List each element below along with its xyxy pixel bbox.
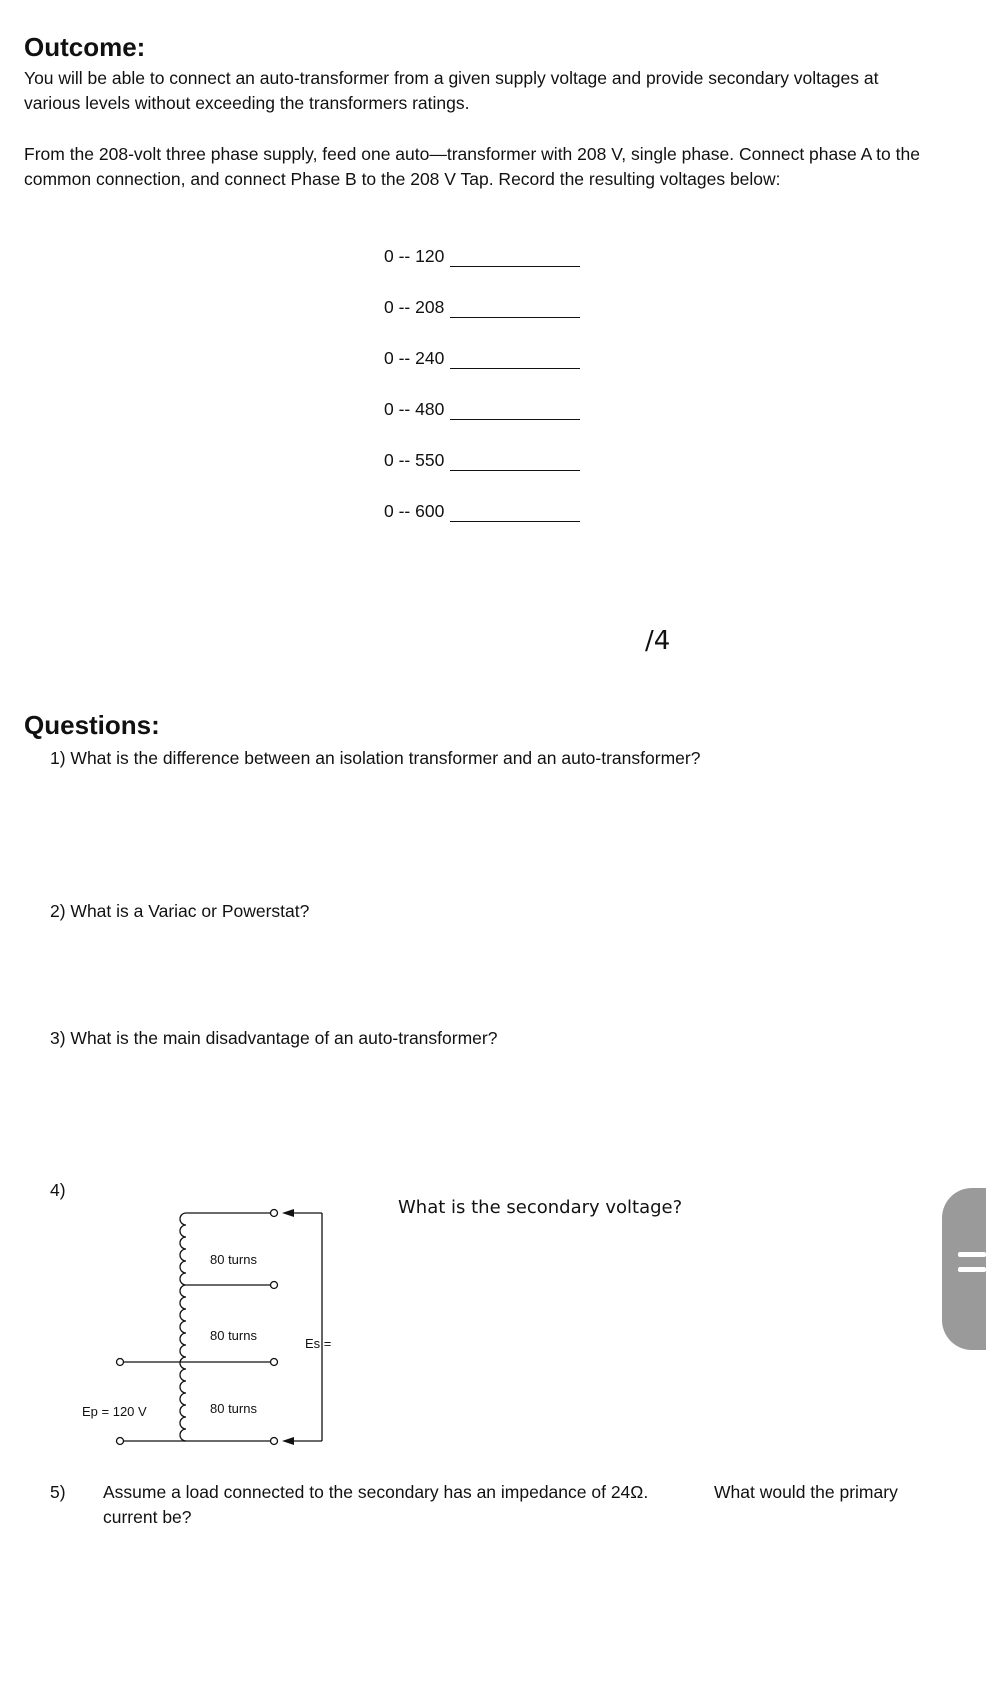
voltage-row [384, 348, 580, 369]
voltage-row [384, 501, 580, 522]
question-5-line-1: Assume a load connected to the secondary has an impedance of 24Ω. [103, 1482, 649, 1502]
voltage-row [384, 297, 580, 318]
voltage-row [384, 399, 580, 420]
outcome-heading: Outcome: [24, 32, 146, 62]
coil-label: 80 turns [210, 1328, 257, 1343]
instructions-line-1: From the 208-volt three phase supply, feed one auto—transformer with 208 V, single phase. Connect phase A to the [24, 144, 920, 164]
voltage-row [384, 246, 580, 267]
score-mark: /4 [645, 626, 671, 656]
instructions-line-2: common connection, and connect Phase B to the 208 V Tap. Record the resulting voltages below: [24, 169, 781, 189]
question-5-line-1b: What would the primary [714, 1482, 898, 1502]
es-label: Es = [305, 1336, 332, 1351]
voltage-row-label: 0 -- 120 [384, 246, 445, 266]
autotransformer-diagram [70, 1195, 370, 1455]
coil-label: 80 turns [210, 1252, 257, 1267]
coil-label: 80 turns [210, 1401, 257, 1416]
question-5-line-2: current be? [103, 1507, 192, 1527]
answer-blank[interactable] [450, 452, 580, 471]
voltage-row-label: 0 -- 480 [384, 399, 445, 419]
question-1: 1) What is the difference between an isolation transformer and an auto-transformer? [50, 748, 701, 768]
question-2: 2) What is a Variac or Powerstat? [50, 901, 310, 921]
answer-blank[interactable] [450, 299, 580, 318]
question-4-number: 4) [50, 1180, 66, 1200]
voltage-row [384, 450, 580, 471]
question-5-number: 5) [50, 1482, 66, 1502]
answer-blank[interactable] [450, 350, 580, 369]
voltage-row-label: 0 -- 240 [384, 348, 445, 368]
voltage-row-label: 0 -- 550 [384, 450, 445, 470]
voltage-row-label: 0 -- 208 [384, 297, 445, 317]
question-4-prompt: What is the secondary voltage? [398, 1197, 683, 1218]
question-3: 3) What is the main disadvantage of an auto-transformer? [50, 1028, 498, 1048]
coil-winding [180, 1213, 186, 1441]
side-panel-tab[interactable] [942, 1188, 986, 1350]
answer-blank[interactable] [450, 503, 580, 522]
outcome-line-2: various levels without exceeding the transformers ratings. [24, 93, 470, 113]
answer-blank[interactable] [450, 401, 580, 420]
questions-heading: Questions: [24, 710, 160, 740]
ep-label: Ep = 120 V [82, 1404, 147, 1419]
voltage-row-label: 0 -- 600 [384, 501, 445, 521]
outcome-line-1: You will be able to connect an auto-transformer from a given supply voltage and provide secondary voltages at [24, 68, 879, 88]
answer-blank[interactable] [450, 248, 580, 267]
